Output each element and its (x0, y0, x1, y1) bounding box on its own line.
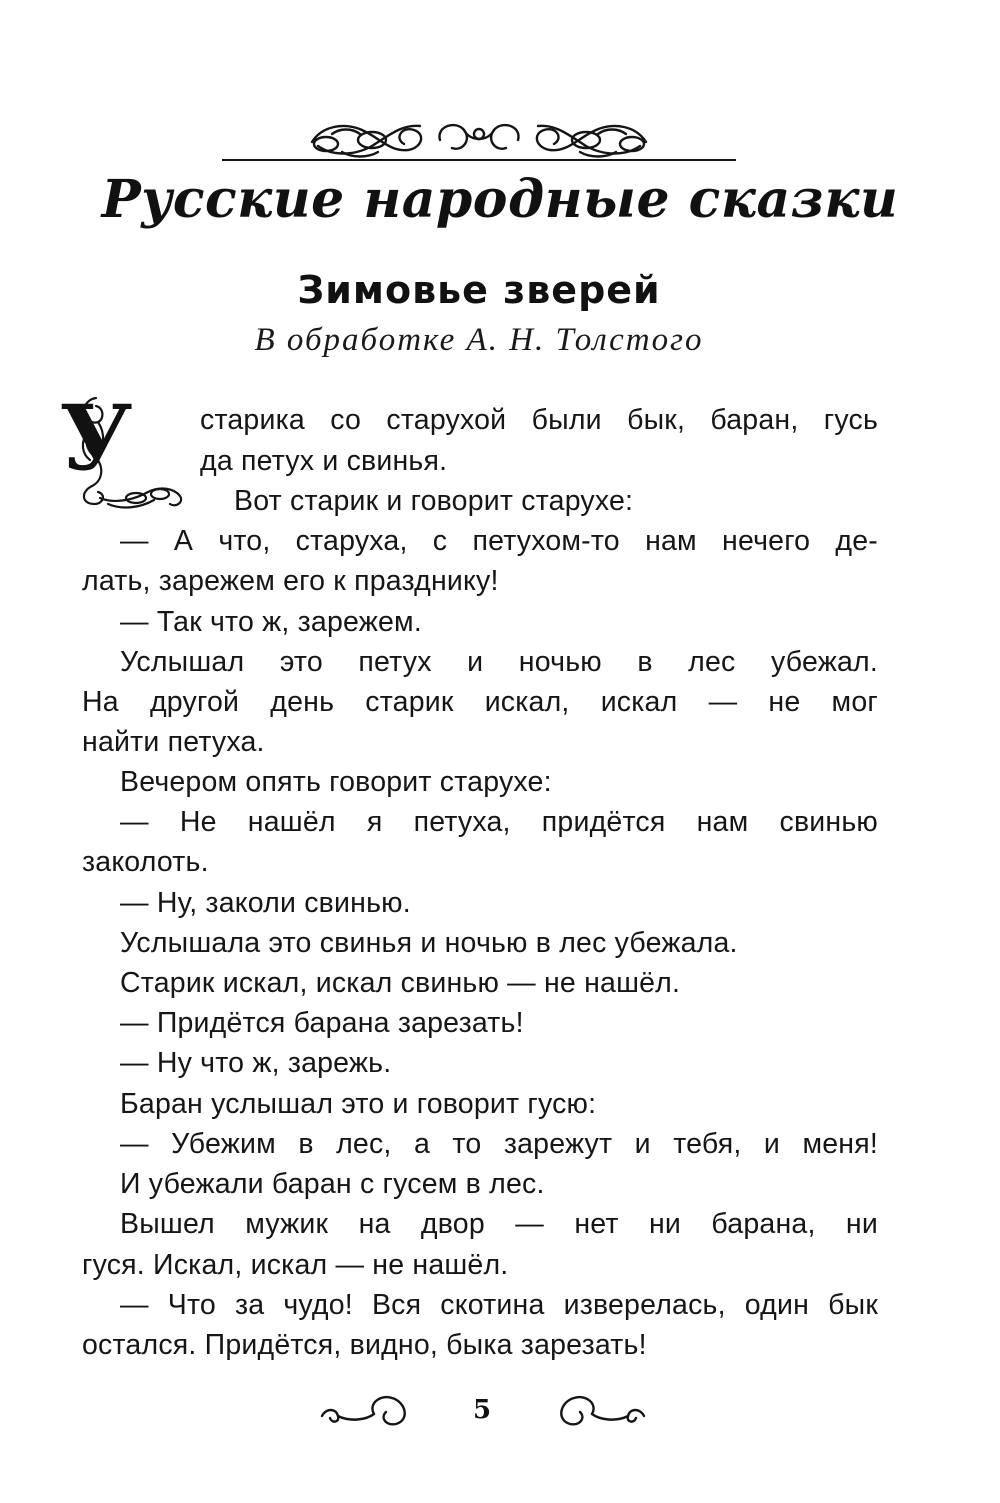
text-line: лать, зарежем его к празднику! (82, 565, 499, 597)
text-line: — Не нашёл я петуха, придётся нам свинью (120, 806, 878, 838)
text-line: — Так что ж, зарежем. (120, 606, 422, 638)
text-line: — Ну что ж, зарежь. (120, 1047, 392, 1079)
text-line: — Придётся барана зарезать! (120, 1007, 524, 1039)
text-line: найти петуха. (82, 726, 265, 758)
text-line: И убежали баран с гусем в лес. (120, 1168, 545, 1200)
text-line: — Ну, заколи свинью. (120, 887, 411, 919)
tale-subtitle: В обработке А. Н. Толстого (254, 322, 704, 358)
dropcap-letter: У (59, 385, 133, 491)
text-line: да петух и свинья. (200, 445, 448, 477)
text-line: — Убежим в лес, а то зарежут и тебя, и меня! (120, 1128, 878, 1160)
text-line: гуся. Искал, искал — не нашёл. (82, 1249, 509, 1281)
text-line: На другой день старик искал, искал — не мог (82, 686, 878, 718)
text-line: остался. Придётся, видно, быка зарезать! (82, 1329, 647, 1361)
text-line: Баран услышал это и говорит гусю: (120, 1088, 597, 1120)
text-line: Старик искал, искал свинью — не нашёл. (120, 967, 681, 999)
tale-title: Зимовье зверей (297, 268, 661, 312)
section-title: Русские народные сказки (101, 169, 899, 230)
text-line: — А что, старуха, с петухом-то нам нечего де- (120, 525, 878, 557)
text-line: заколоть. (82, 846, 209, 878)
text-line: Вышел мужик на двор — нет ни барана, ни (120, 1208, 878, 1240)
text-line: — Что за чудо! Вся скотина изверелась, один бык (120, 1289, 878, 1321)
text-line: Услышал это петух и ночью в лес убежал. (120, 646, 878, 678)
text-line: Вечером опять говорит старухе: (120, 766, 552, 798)
page-number: 5 (472, 1395, 492, 1425)
text-line: Вот старик и говорит старухе: (234, 485, 634, 517)
text-line: старика со старухой были бык, баран, гусь (200, 404, 878, 436)
text-line: Услышала это свинья и ночью в лес убежала. (120, 927, 738, 959)
